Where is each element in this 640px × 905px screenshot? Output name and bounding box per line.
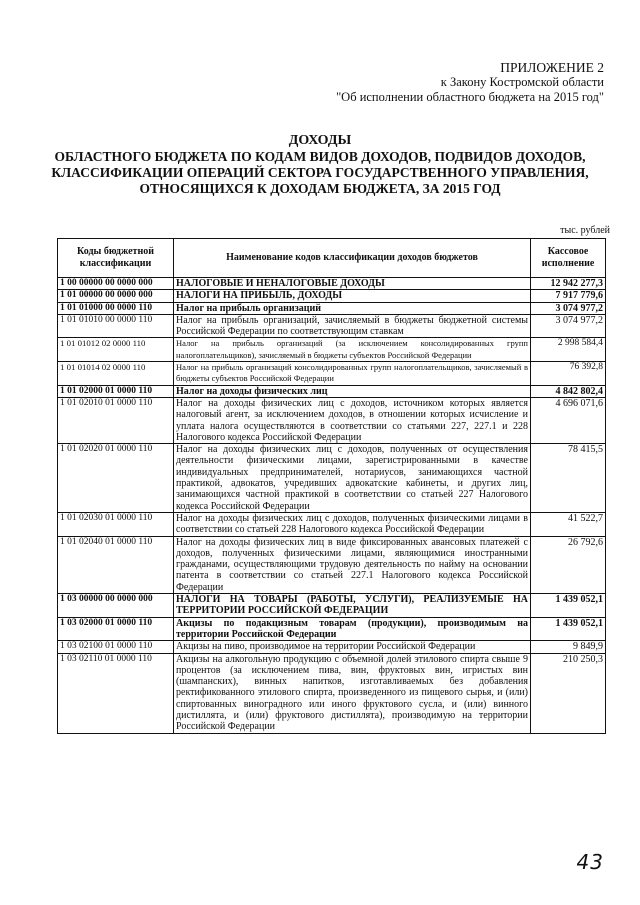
title-line-1: ДОХОДЫ bbox=[288, 133, 352, 148]
table-row bbox=[58, 512, 606, 536]
table-row bbox=[58, 314, 606, 338]
row-amount: 1 439 052,1 bbox=[531, 617, 606, 641]
row-amount: 9 849,9 bbox=[531, 641, 606, 653]
row-code: 1 01 01012 02 0000 110 bbox=[58, 338, 174, 362]
row-name: Налог на прибыль организаций bbox=[174, 302, 531, 314]
row-name: НАЛОГИ НА ТОВАРЫ (РАБОТЫ, УСЛУГИ), РЕАЛИЗУЕМЫЕ НА ТЕРРИТОРИИ РОССИЙСКОЙ ФЕДЕРАЦИИ bbox=[174, 594, 531, 618]
row-name: Налог на прибыль организаций консолидированных групп налогоплательщиков, зачисляемый в бюджеты субъектов Российской Федерации bbox=[174, 362, 531, 386]
appendix-law-line: к Закону Костромской области bbox=[440, 75, 604, 89]
row-code: 1 01 01000 00 0000 110 bbox=[58, 302, 174, 314]
row-amount: 4 842 802,4 bbox=[531, 385, 606, 397]
row-code: 1 03 02110 01 0000 110 bbox=[58, 653, 174, 733]
row-code: 1 03 02100 01 0000 110 bbox=[58, 641, 174, 653]
title-line-2: ОБЛАСТНОГО БЮДЖЕТА ПО КОДАМ ВИДОВ ДОХОДОВ, ПОДВИДОВ ДОХОДОВ, bbox=[54, 149, 586, 164]
table-row bbox=[58, 617, 606, 641]
header-amount: Кассовое исполнение bbox=[531, 239, 606, 278]
row-code: 1 01 01014 02 0000 110 bbox=[58, 362, 174, 386]
row-amount: 3 074 977,2 bbox=[531, 302, 606, 314]
row-code: 1 00 00000 00 0000 000 bbox=[58, 278, 174, 290]
row-code: 1 01 02020 01 0000 110 bbox=[58, 444, 174, 513]
row-amount: 26 792,6 bbox=[531, 536, 606, 593]
row-code: 1 01 00000 00 0000 000 bbox=[58, 290, 174, 302]
table-row bbox=[58, 362, 606, 386]
title-line-3: КЛАССИФИКАЦИИ ОПЕРАЦИЙ СЕКТОРА ГОСУДАРСТВЕННОГО УПРАВЛЕНИЯ, bbox=[51, 165, 589, 180]
row-code: 1 03 02000 01 0000 110 bbox=[58, 617, 174, 641]
row-name: Акцизы по подакцизным товарам (продукции), производимым на территории Российской Федерации bbox=[174, 617, 531, 641]
table-row bbox=[58, 536, 606, 593]
row-name: Акцизы на алкогольную продукцию с объемной долей этилового спирта свыше 9 процентов (за исключением пива, вин, фруктовых вин, игристых вин (шампанских), винных напитков, изготавливаемых без добавления ректификованного этилового спирта, произведенного из пищевого сырья, и (или) спиртованных виноградного или иного фруктового сусла, и (или) винного дистиллята, и (или) фруктового дистиллята), производимую на территории Российской Федерации bbox=[174, 653, 531, 733]
row-amount: 7 917 779,6 bbox=[531, 290, 606, 302]
row-amount: 210 250,3 bbox=[531, 653, 606, 733]
row-amount: 12 942 277,3 bbox=[531, 278, 606, 290]
table-row bbox=[58, 290, 606, 302]
appendix-block bbox=[336, 60, 604, 105]
table-row bbox=[58, 338, 606, 362]
row-amount: 4 696 071,6 bbox=[531, 397, 606, 443]
table-row bbox=[58, 397, 606, 443]
row-code: 1 01 02040 01 0000 110 bbox=[58, 536, 174, 593]
row-name: Акцизы на пиво, производимое на территории Российской Федерации bbox=[174, 641, 531, 653]
page-number: 43 bbox=[576, 850, 604, 874]
row-name: Налог на доходы физических лиц с доходов, полученных от осуществления деятельности физическими лицами, зарегистрированными в качестве индивидуальных предпринимателей, нотариусов, занимающихся частной практикой, адвокатов, учредивших адвокатские кабинеты, и других лиц, занимающихся частной практикой в соответствии со статьей 227 Налогового кодекса Российской Федерации bbox=[174, 444, 531, 513]
row-name: НАЛОГОВЫЕ И НЕНАЛОГОВЫЕ ДОХОДЫ bbox=[174, 278, 531, 290]
table-row bbox=[58, 594, 606, 618]
row-name: НАЛОГИ НА ПРИБЫЛЬ, ДОХОДЫ bbox=[174, 290, 531, 302]
table-row bbox=[58, 444, 606, 513]
header-code: Коды бюджетной классификации bbox=[58, 239, 174, 278]
row-name: Налог на прибыль организаций (за исключением консолидированных групп налогоплательщиков), зачисляемый в бюджеты субъектов Российской Федерации bbox=[174, 338, 531, 362]
row-amount: 1 439 052,1 bbox=[531, 594, 606, 618]
row-code: 1 01 01010 00 0000 110 bbox=[58, 314, 174, 338]
document-title bbox=[40, 133, 600, 197]
row-code: 1 03 00000 00 0000 000 bbox=[58, 594, 174, 618]
row-name: Налог на доходы физических лиц с доходов, полученных физическими лицами в соответствии со статьей 228 Налогового кодекса Российской Федерации bbox=[174, 512, 531, 536]
row-name: Налог на доходы физических лиц bbox=[174, 385, 531, 397]
revenue-table bbox=[57, 238, 606, 734]
appendix-title: ПРИЛОЖЕНИЕ 2 bbox=[500, 60, 604, 75]
units-label: тыс. рублей bbox=[560, 225, 610, 236]
appendix-law-title: "Об исполнении областного бюджета на 2015 год" bbox=[336, 90, 604, 104]
row-amount: 41 522,7 bbox=[531, 512, 606, 536]
table-row bbox=[58, 385, 606, 397]
row-name: Налог на доходы физических лиц в виде фиксированных авансовых платежей с доходов, полученных физическими лицами, являющимися иностранными гражданами, осуществляющими трудовую деятельность по найму на основании патента в соответствии со статьей 227.1 Налогового кодекса Российской Федерации bbox=[174, 536, 531, 593]
table-row bbox=[58, 653, 606, 733]
row-code: 1 01 02000 01 0000 110 bbox=[58, 385, 174, 397]
row-amount: 2 998 584,4 bbox=[531, 338, 606, 362]
row-name: Налог на прибыль организаций, зачисляемый в бюджеты бюджетной системы Российской Федерации по соответствующим ставкам bbox=[174, 314, 531, 338]
table-row bbox=[58, 641, 606, 653]
title-line-4: ОТНОСЯЩИХСЯ К ДОХОДАМ БЮДЖЕТА, ЗА 2015 ГОД bbox=[139, 181, 501, 196]
row-code: 1 01 02030 01 0000 110 bbox=[58, 512, 174, 536]
header-name: Наименование кодов классификации доходов бюджетов bbox=[174, 239, 531, 278]
row-name: Налог на доходы физических лиц с доходов, источником которых является налоговый агент, за исключением доходов, в отношении которых исчисление и уплата налога осуществляются в соответствии со статьями 227, 227.1 и 228 Налогового кодекса Российской Федерации bbox=[174, 397, 531, 443]
row-code: 1 01 02010 01 0000 110 bbox=[58, 397, 174, 443]
row-amount: 76 392,8 bbox=[531, 362, 606, 386]
row-amount: 78 415,5 bbox=[531, 444, 606, 513]
table-header-row bbox=[58, 239, 606, 278]
table-row bbox=[58, 278, 606, 290]
table-row bbox=[58, 302, 606, 314]
row-amount: 3 074 977,2 bbox=[531, 314, 606, 338]
